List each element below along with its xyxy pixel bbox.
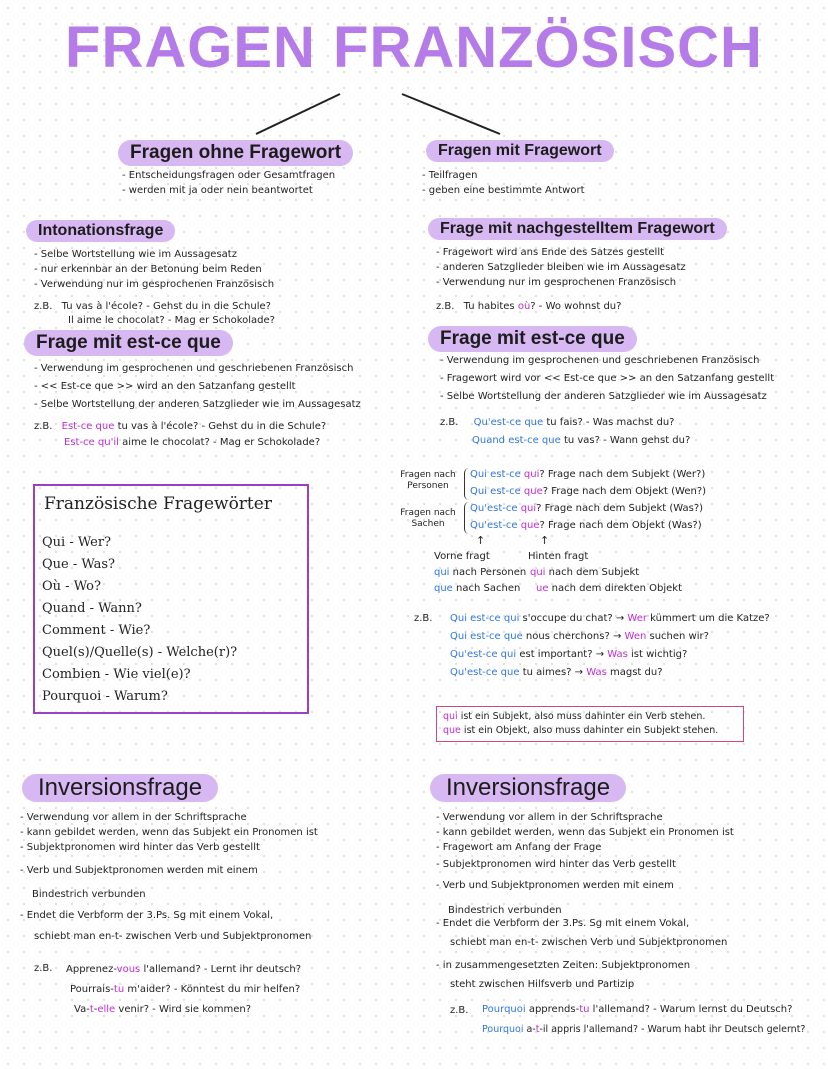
table-row <box>470 500 706 517</box>
example-row <box>66 1000 301 1020</box>
row-highlight: que <box>520 520 540 531</box>
example-part: aime le chocolat? - Mag er Schokolade? <box>118 437 321 448</box>
example-highlight: Wen <box>624 631 647 642</box>
example-highlight: t <box>89 1004 94 1015</box>
list-item: - kann gebildet werden, wenn das Subjekt ein Pronomen ist <box>436 825 734 840</box>
list-item: - Selbe Wortstellung der anderen Satzglieder wie im Aussagesatz <box>34 396 361 414</box>
example-part: l'allemand? - Lernt ihr deutsch? <box>140 964 302 975</box>
example-highlight: t <box>535 1024 540 1035</box>
example-part: a- <box>523 1024 536 1035</box>
inversion-right-item5-cont: Bindestrich verbunden <box>448 905 562 916</box>
bracket-sachen <box>464 502 469 534</box>
arrow-up-icon: ↑ <box>476 534 486 547</box>
inversion-right-list <box>436 810 734 893</box>
example-part: kümmert um die Katze? <box>647 613 770 624</box>
list-item: - Entscheidungsfragen oder Gesamtfragen <box>122 168 335 183</box>
inversion-right-list-2 <box>436 916 689 931</box>
example-part: magst du? <box>606 667 663 678</box>
example-highlight: Qu'est-ce que <box>473 417 544 428</box>
fragewoerter-list <box>42 532 237 708</box>
example-part: tu fais? - Was machst du? <box>543 417 675 428</box>
list-item: - Fragewort wird ans Ende des Satzes gestellt <box>436 245 686 260</box>
section-ohne-fragewort <box>118 140 353 166</box>
estce-left-list <box>34 360 361 414</box>
note-text: ist ein Objekt, also muss dahinter ein Subjekt stehen. <box>460 725 719 736</box>
list-item: - Selbe Wortstellung wie im Aussagesatz <box>34 247 274 262</box>
inversion-right-examples <box>482 1000 805 1040</box>
example-part: tu vas à l'école? - Gehst du in die Schule? <box>114 421 327 432</box>
example-part: Va- <box>74 1004 90 1015</box>
hinten-qui <box>530 566 639 580</box>
list-item: Comment - Wie? <box>42 623 151 638</box>
heading-inversion-right: Inversionsfrage <box>430 774 626 802</box>
example-part: m'aider? - Könntest du mir helfen? <box>124 984 301 995</box>
row-part: ? Frage nach dem Objekt (Wen?) <box>542 486 707 497</box>
example-prefix: z.B. <box>34 421 53 432</box>
intonation-example-1 <box>34 300 271 314</box>
note-line <box>443 724 737 738</box>
arrow-up-icon: ↑ <box>540 534 550 547</box>
ohne-fragewort-list <box>122 168 335 198</box>
inversion-right-item6-cont: schiebt man en-t- zwischen Verb und Subjektpronomen <box>450 937 728 948</box>
example-highlight: Pourquoi <box>482 1024 524 1035</box>
heading-intonationsfrage: Intonationsfrage <box>26 220 175 242</box>
heading-nachgestellt: Frage mit nachgestelltem Fragewort <box>428 218 727 240</box>
heading-estce-right: Frage mit est-ce que <box>428 326 637 352</box>
nachgestellt-list <box>436 245 686 290</box>
example-highlight: vous <box>116 964 141 975</box>
estce-right-example-1 <box>440 416 675 430</box>
note-highlight: qui <box>443 711 458 722</box>
label-fragen-sachen: Fragen nach Sachen <box>400 508 456 529</box>
list-item: - Teilfragen <box>422 168 585 183</box>
example-highlight: Quand est-ce que <box>472 435 561 446</box>
example-highlight: elle <box>97 1004 116 1015</box>
word-text: nach dem direkten Objekt <box>548 583 682 594</box>
inversion-right-list-3 <box>436 958 690 973</box>
list-item: - Verwendung nur im gesprochenen Französisch <box>436 275 686 290</box>
hinten-que <box>536 582 682 596</box>
bracket-personen <box>464 468 469 500</box>
hinten-fragt: Hinten fragt <box>528 551 589 562</box>
example-text: Tu vas à l'école? - Gehst du in die Schule? <box>61 301 271 312</box>
example-highlight: Est-ce qu'il <box>64 437 119 448</box>
row-part: est-ce <box>487 469 524 480</box>
row-part: est-ce <box>486 503 521 514</box>
intonation-example-2: Il aime le chocolat? - Mag er Schokolade? <box>68 315 275 326</box>
example-part: apprends- <box>525 1004 580 1015</box>
table-row <box>470 517 706 534</box>
row-part: Qui <box>470 486 487 497</box>
example-part: l'allemand? - Warum lernst du Deutsch? <box>589 1004 793 1015</box>
word-text: nach Personen <box>449 567 527 578</box>
section-mit-fragewort <box>426 140 614 162</box>
connector-left <box>256 94 340 134</box>
example-highlight: Was <box>586 667 607 678</box>
list-item: Où - Wo? <box>42 579 101 594</box>
row-part: ? Frage nach dem Subjekt (Wer?) <box>539 469 706 480</box>
nachgestellt-example <box>436 300 621 314</box>
example-part: est important? → <box>516 649 608 660</box>
list-item: Quel(s)/Quelle(s) - Welche(r)? <box>42 645 238 660</box>
qui-que-table <box>470 466 706 534</box>
example-part: venir? - Wird sie kommen? <box>115 1004 252 1015</box>
example-part: Pourrais- <box>70 984 114 995</box>
list-item: - Verwendung vor allem in der Schriftsprache <box>436 810 734 825</box>
example-part: - <box>93 1004 98 1015</box>
table-row <box>470 483 706 500</box>
note-line <box>443 710 737 724</box>
row-part: est-ce <box>487 486 524 497</box>
example-part: Apprenez- <box>66 964 117 975</box>
row-part: ? Frage nach dem Objekt (Was?) <box>539 520 702 531</box>
example-part: ist wichtig? <box>627 649 688 660</box>
example-highlight: Qui est-ce que <box>450 631 523 642</box>
inversion-left-examples <box>66 960 301 1020</box>
example-highlight: où <box>517 301 531 312</box>
word-highlight: que <box>434 583 453 594</box>
section-inversion-right <box>430 774 626 802</box>
section-estce-left <box>24 330 233 356</box>
estce-left-example-1 <box>34 420 326 434</box>
table-row <box>470 466 706 483</box>
inversion-left-item4-cont: Bindestrich verbunden <box>32 889 146 900</box>
section-estce-right <box>428 326 637 352</box>
list-item: - Selbe Wortstellung der anderen Satzglieder wie im Aussagesatz <box>440 388 774 406</box>
heading-mit-fragewort: Fragen mit Fragewort <box>426 140 614 162</box>
list-item: - anderen Satzglieder bleiben wie im Aussagesatz <box>436 260 686 275</box>
inversion-left-list <box>20 810 318 878</box>
example-part: s'occupe du chat? → <box>519 613 628 624</box>
row-part: Qui <box>470 469 487 480</box>
row-highlight: qui <box>523 469 540 480</box>
qui-examples <box>450 610 770 682</box>
example-row <box>482 1000 805 1020</box>
list-item: Qui - Wer? <box>42 535 112 550</box>
estce-right-list <box>440 352 774 406</box>
qui-que-note-box <box>436 706 744 742</box>
list-item: - Verb und Subjektpronomen werden mit einem <box>436 878 734 893</box>
vorne-fragt: Vorne fragt <box>434 551 490 562</box>
list-item: - Fragewort am Anfang der Frage <box>436 840 734 855</box>
list-item: - Subjektpronomen wird hinter das Verb gestellt <box>20 840 318 855</box>
list-item: - Fragewort wird vor << Est-ce que >> an den Satzanfang gestellt <box>440 370 774 388</box>
estce-left-example-2 <box>64 436 320 450</box>
connector-right <box>402 94 500 134</box>
list-item: - Subjektpronomen wird hinter das Verb gestellt <box>436 857 734 872</box>
example-part: tu vas? - Wann gehst du? <box>560 435 691 446</box>
example-highlight: tu <box>579 1004 590 1015</box>
section-intonationsfrage <box>26 220 175 242</box>
intonation-list <box>34 247 274 292</box>
list-item: - in zusammengesetzten Zeiten: Subjektpronomen <box>436 958 690 973</box>
page-title: FRAGEN FRANZÖSISCH <box>65 15 763 80</box>
example-row <box>450 610 770 628</box>
list-item: - werden mit ja oder nein beantwortet <box>122 183 335 198</box>
example-part: tu aimes? → <box>519 667 587 678</box>
example-part: nous cherchons? → <box>522 631 625 642</box>
list-item: - geben eine bestimmte Antwort <box>422 183 585 198</box>
list-item: - Endet die Verbform der 3.Ps. Sg mit einem Vokal, <box>20 908 273 923</box>
list-item: - kann gebildet werden, wenn das Subjekt ein Pronomen ist <box>20 825 318 840</box>
row-part: est-ce <box>486 520 521 531</box>
example-row <box>450 664 770 682</box>
row-highlight: que <box>523 486 543 497</box>
example-row <box>66 960 301 980</box>
word-text: nach dem Subjekt <box>545 567 640 578</box>
example-part: -il <box>539 1024 549 1035</box>
list-item: - Verwendung nur im gesprochenen Französisch <box>34 277 274 292</box>
word-highlight: qui <box>434 567 450 578</box>
list-item: - Endet die Verbform der 3.Ps. Sg mit einem Vokal, <box>436 916 689 931</box>
list-item: Pourquoi - Warum? <box>42 689 168 704</box>
qui-example-prefix: z.B. <box>414 613 433 624</box>
example-prefix: z.B. <box>436 301 455 312</box>
title-connector-lines <box>0 0 828 160</box>
row-part: Qu' <box>470 520 487 531</box>
list-item: - nur erkennbar an der Betonung beim Reden <box>34 262 274 277</box>
example-highlight: Est-ce que <box>61 421 115 432</box>
list-item: - Verwendung im gesprochenen und geschriebenen Französisch <box>440 352 774 370</box>
example-highlight: Qu'est-ce qui <box>450 649 517 660</box>
row-part: ? Frage nach dem Subjekt (Was?) <box>536 503 704 514</box>
inversion-left-item5-cont: schiebt man en-t- zwischen Verb und Subjektpronomen <box>34 931 312 942</box>
list-item: - Verwendung vor allem in der Schriftsprache <box>20 810 318 825</box>
example-row <box>482 1020 805 1040</box>
example-prefix: z.B. <box>34 301 53 312</box>
example-highlight: Qu'est-ce que <box>450 667 520 678</box>
note-text: ist ein Subjekt, also muss dahinter ein Verb stehen. <box>457 711 706 722</box>
example-row <box>450 628 770 646</box>
list-item: - Verwendung im gesprochenen und geschriebenen Französisch <box>34 360 361 378</box>
list-item: Combien - Wie viel(e)? <box>42 667 191 682</box>
vorne-qui <box>434 566 526 580</box>
section-inversion-left <box>22 774 218 802</box>
fragewoerter-heading: Französische Fragewörter <box>44 494 272 514</box>
heading-estce-left: Frage mit est-ce que <box>24 330 233 356</box>
section-nachgestellt <box>428 218 727 240</box>
row-highlight: qui <box>520 503 537 514</box>
example-part: suchen wir? <box>646 631 709 642</box>
list-item: - Verb und Subjektpronomen werden mit einem <box>20 863 318 878</box>
inversion-left-example-prefix: z.B. <box>34 963 53 974</box>
example-highlight: Pourquoi <box>482 1004 526 1015</box>
row-part: Qu' <box>470 503 487 514</box>
example-part: ? - Wo wohnst du? <box>530 301 622 312</box>
list-item: Quand - Wann? <box>42 601 142 616</box>
example-part: appris l'allemand? - Warum habt ihr Deutsch gelernt? <box>548 1024 806 1035</box>
example-highlight: Was <box>607 649 628 660</box>
example-part: Tu habites <box>463 301 518 312</box>
example-highlight: Wer <box>627 613 647 624</box>
example-prefix: z.B. <box>440 417 459 428</box>
inversion-right-example-prefix: z.B. <box>450 1005 469 1016</box>
example-highlight: tu <box>113 984 125 995</box>
inversion-right-item7-cont: steht zwischen Hilfsverb und Partizip <box>450 979 635 990</box>
list-item: Que - Was? <box>42 557 116 572</box>
list-item: - << Est-ce que >> wird an den Satzanfang gestellt <box>34 378 361 396</box>
label-fragen-personen: Fragen nach Personen <box>400 470 456 491</box>
example-row <box>66 980 301 1000</box>
heading-ohne-fragewort: Fragen ohne Fragewort <box>118 140 353 166</box>
word-text: nach Sachen <box>452 583 521 594</box>
vorne-que <box>434 582 520 596</box>
word-highlight: qui <box>530 567 546 578</box>
example-highlight: Qui est-ce qui <box>450 613 520 624</box>
example-row <box>450 646 770 664</box>
inversion-left-list-2 <box>20 908 273 923</box>
note-highlight: que <box>443 725 461 736</box>
mit-fragewort-list <box>422 168 585 198</box>
heading-inversion-left: Inversionsfrage <box>22 774 218 802</box>
estce-right-example-2 <box>472 434 690 448</box>
word-highlight: ue <box>536 583 549 594</box>
